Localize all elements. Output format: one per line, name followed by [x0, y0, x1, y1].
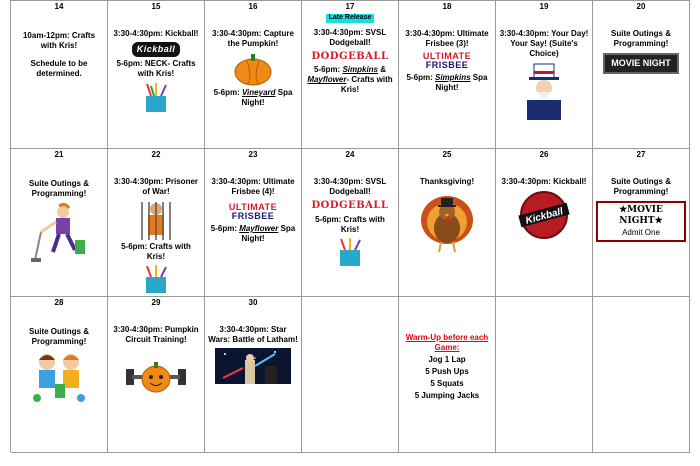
ultimate-frisbee-logo: ULTIMATE FRISBEE — [228, 202, 278, 221]
day-number: 19 — [539, 2, 549, 11]
event-line: 3:30-4:30pm: Star Wars: Battle of Latham! — [208, 325, 298, 344]
day-cell-14 — [11, 1, 108, 149]
kickball-logo: Kickball — [132, 42, 181, 57]
day-cell-20 — [593, 1, 690, 149]
day-cell-30 — [205, 297, 302, 453]
event-line: 3:30-4:30pm: SVSL Dodgeball! — [313, 177, 387, 196]
day-cell-22 — [108, 149, 205, 297]
cleaning-person-icon — [29, 202, 89, 264]
event-line: 5-6pm: Vineyard Spa Night! — [213, 88, 293, 107]
pumpkin-icon — [233, 52, 273, 86]
late-release-badge: Late Release — [326, 14, 375, 23]
day-number: 24 — [345, 150, 355, 159]
event-line: 5-6pm: Simpkins & Mayflower- Crafts with Kris! — [307, 65, 393, 95]
event-line: 5-6pm: Mayflower Spa Night! — [210, 224, 296, 243]
event-line: 3:30-4:30pm: Kickball! — [501, 177, 587, 186]
prisoner-icon — [139, 200, 173, 240]
day-cell-19 — [496, 1, 593, 149]
event-line: 3:30-4:30pm: Prisoner of War! — [113, 177, 199, 196]
movie-night-ticket: ★MOVIE NIGHT★ Admit One — [596, 201, 686, 242]
day-cell-23 — [205, 149, 302, 297]
crafts-cup-icon — [333, 238, 367, 268]
day-cell-17 — [302, 1, 399, 149]
event-line: Thanksgiving! — [419, 177, 475, 186]
day-cell-21 — [11, 149, 108, 297]
day-number: 14 — [54, 2, 64, 11]
warmup-item: 5 Jumping Jacks — [414, 391, 480, 400]
dodgeball-logo: DODGEBALL — [311, 50, 389, 62]
day-number: 25 — [442, 150, 452, 159]
day-cell-15 — [108, 1, 205, 149]
event-line: 3:30-4:30pm: Ultimate Frisbee (4)! — [211, 177, 295, 196]
day-number: 17 — [345, 2, 355, 11]
pumpkin-dumbbell-icon — [124, 359, 188, 395]
day-number: 18 — [442, 2, 452, 11]
day-cell-27 — [593, 149, 690, 297]
calendar-grid — [10, 0, 690, 452]
warmup-title: Warm-Up before each Game: — [405, 333, 489, 352]
star-wars-image — [215, 348, 291, 384]
movie-night-sign: MOVIE NIGHT — [603, 53, 679, 74]
day-cell-24 — [302, 149, 399, 297]
day-number: 29 — [151, 298, 161, 307]
event-line: 10am-12pm: Crafts with Kris! — [22, 31, 96, 50]
event-line: 3:30-4:30pm: Pumpkin Circuit Training! — [113, 325, 199, 344]
warmup-item: 5 Push Ups — [425, 367, 469, 376]
day-cell-29 — [108, 297, 205, 453]
day-cell-25 — [399, 149, 496, 297]
day-cell-28 — [11, 297, 108, 453]
kickball-logo — [513, 190, 575, 240]
day-cell-26 — [496, 149, 593, 297]
day-number: 21 — [54, 150, 64, 159]
event-line: 5-6pm: Crafts with Kris! — [121, 242, 191, 261]
day-number: 15 — [151, 2, 161, 11]
day-number: 28 — [54, 298, 64, 307]
event-line: Suite Outings & Programming! — [611, 177, 671, 196]
day-number: 26 — [539, 150, 549, 159]
warmup-item: 5 Squats — [430, 379, 464, 388]
event-line: 5-6pm: Crafts with Kris! — [315, 214, 385, 234]
day-number: 22 — [151, 150, 161, 159]
event-line: 5-6pm: Simpkins Spa Night! — [406, 73, 488, 92]
warmup-cell — [399, 297, 496, 453]
day-number: 23 — [248, 150, 258, 159]
day-cell-18 — [399, 1, 496, 149]
empty-cell — [496, 297, 593, 453]
event-line: Schedule to be determined. — [30, 59, 88, 78]
kickball-logo-text: Kickball — [524, 206, 565, 227]
day-number: 27 — [636, 150, 646, 159]
event-line: Suite Outings & Programming! — [611, 29, 671, 48]
day-number: 20 — [636, 2, 646, 11]
day-number: 16 — [248, 2, 258, 11]
dodgeball-logo: DODGEBALL — [311, 200, 389, 211]
ultimate-frisbee-logo: ULTIMATE FRISBEE — [422, 51, 472, 70]
crafts-cup-icon — [139, 82, 173, 114]
event-line: 3:30-4:30pm: Ultimate Frisbee (3)! — [405, 29, 489, 48]
uncle-sam-icon — [519, 62, 569, 120]
empty-cell — [593, 297, 690, 453]
event-line: 3:30-4:30pm: Kickball! — [113, 29, 199, 38]
warmup-item: Jog 1 Lap — [428, 355, 466, 364]
event-line: 3:30-4:30pm: Capture the Pumpkin! — [212, 29, 294, 48]
event-line: Suite Outings & Programming! — [29, 327, 89, 346]
turkey-icon — [417, 190, 477, 254]
event-line: 3:30-4:30pm: SVSL Dodgeball! — [313, 27, 387, 47]
empty-cell — [302, 297, 399, 453]
kids-recycling-icon — [27, 350, 91, 406]
event-line: 3:30-4:30pm: Your Day! Your Say! (Suite's Choice) — [499, 29, 589, 58]
event-line: Suite Outings & Programming! — [29, 179, 89, 198]
day-cell-16 — [205, 1, 302, 149]
event-line: 5-6pm: NECK- Crafts with Kris! — [116, 59, 196, 79]
day-number: 30 — [248, 298, 258, 307]
crafts-cup-icon — [139, 265, 173, 295]
